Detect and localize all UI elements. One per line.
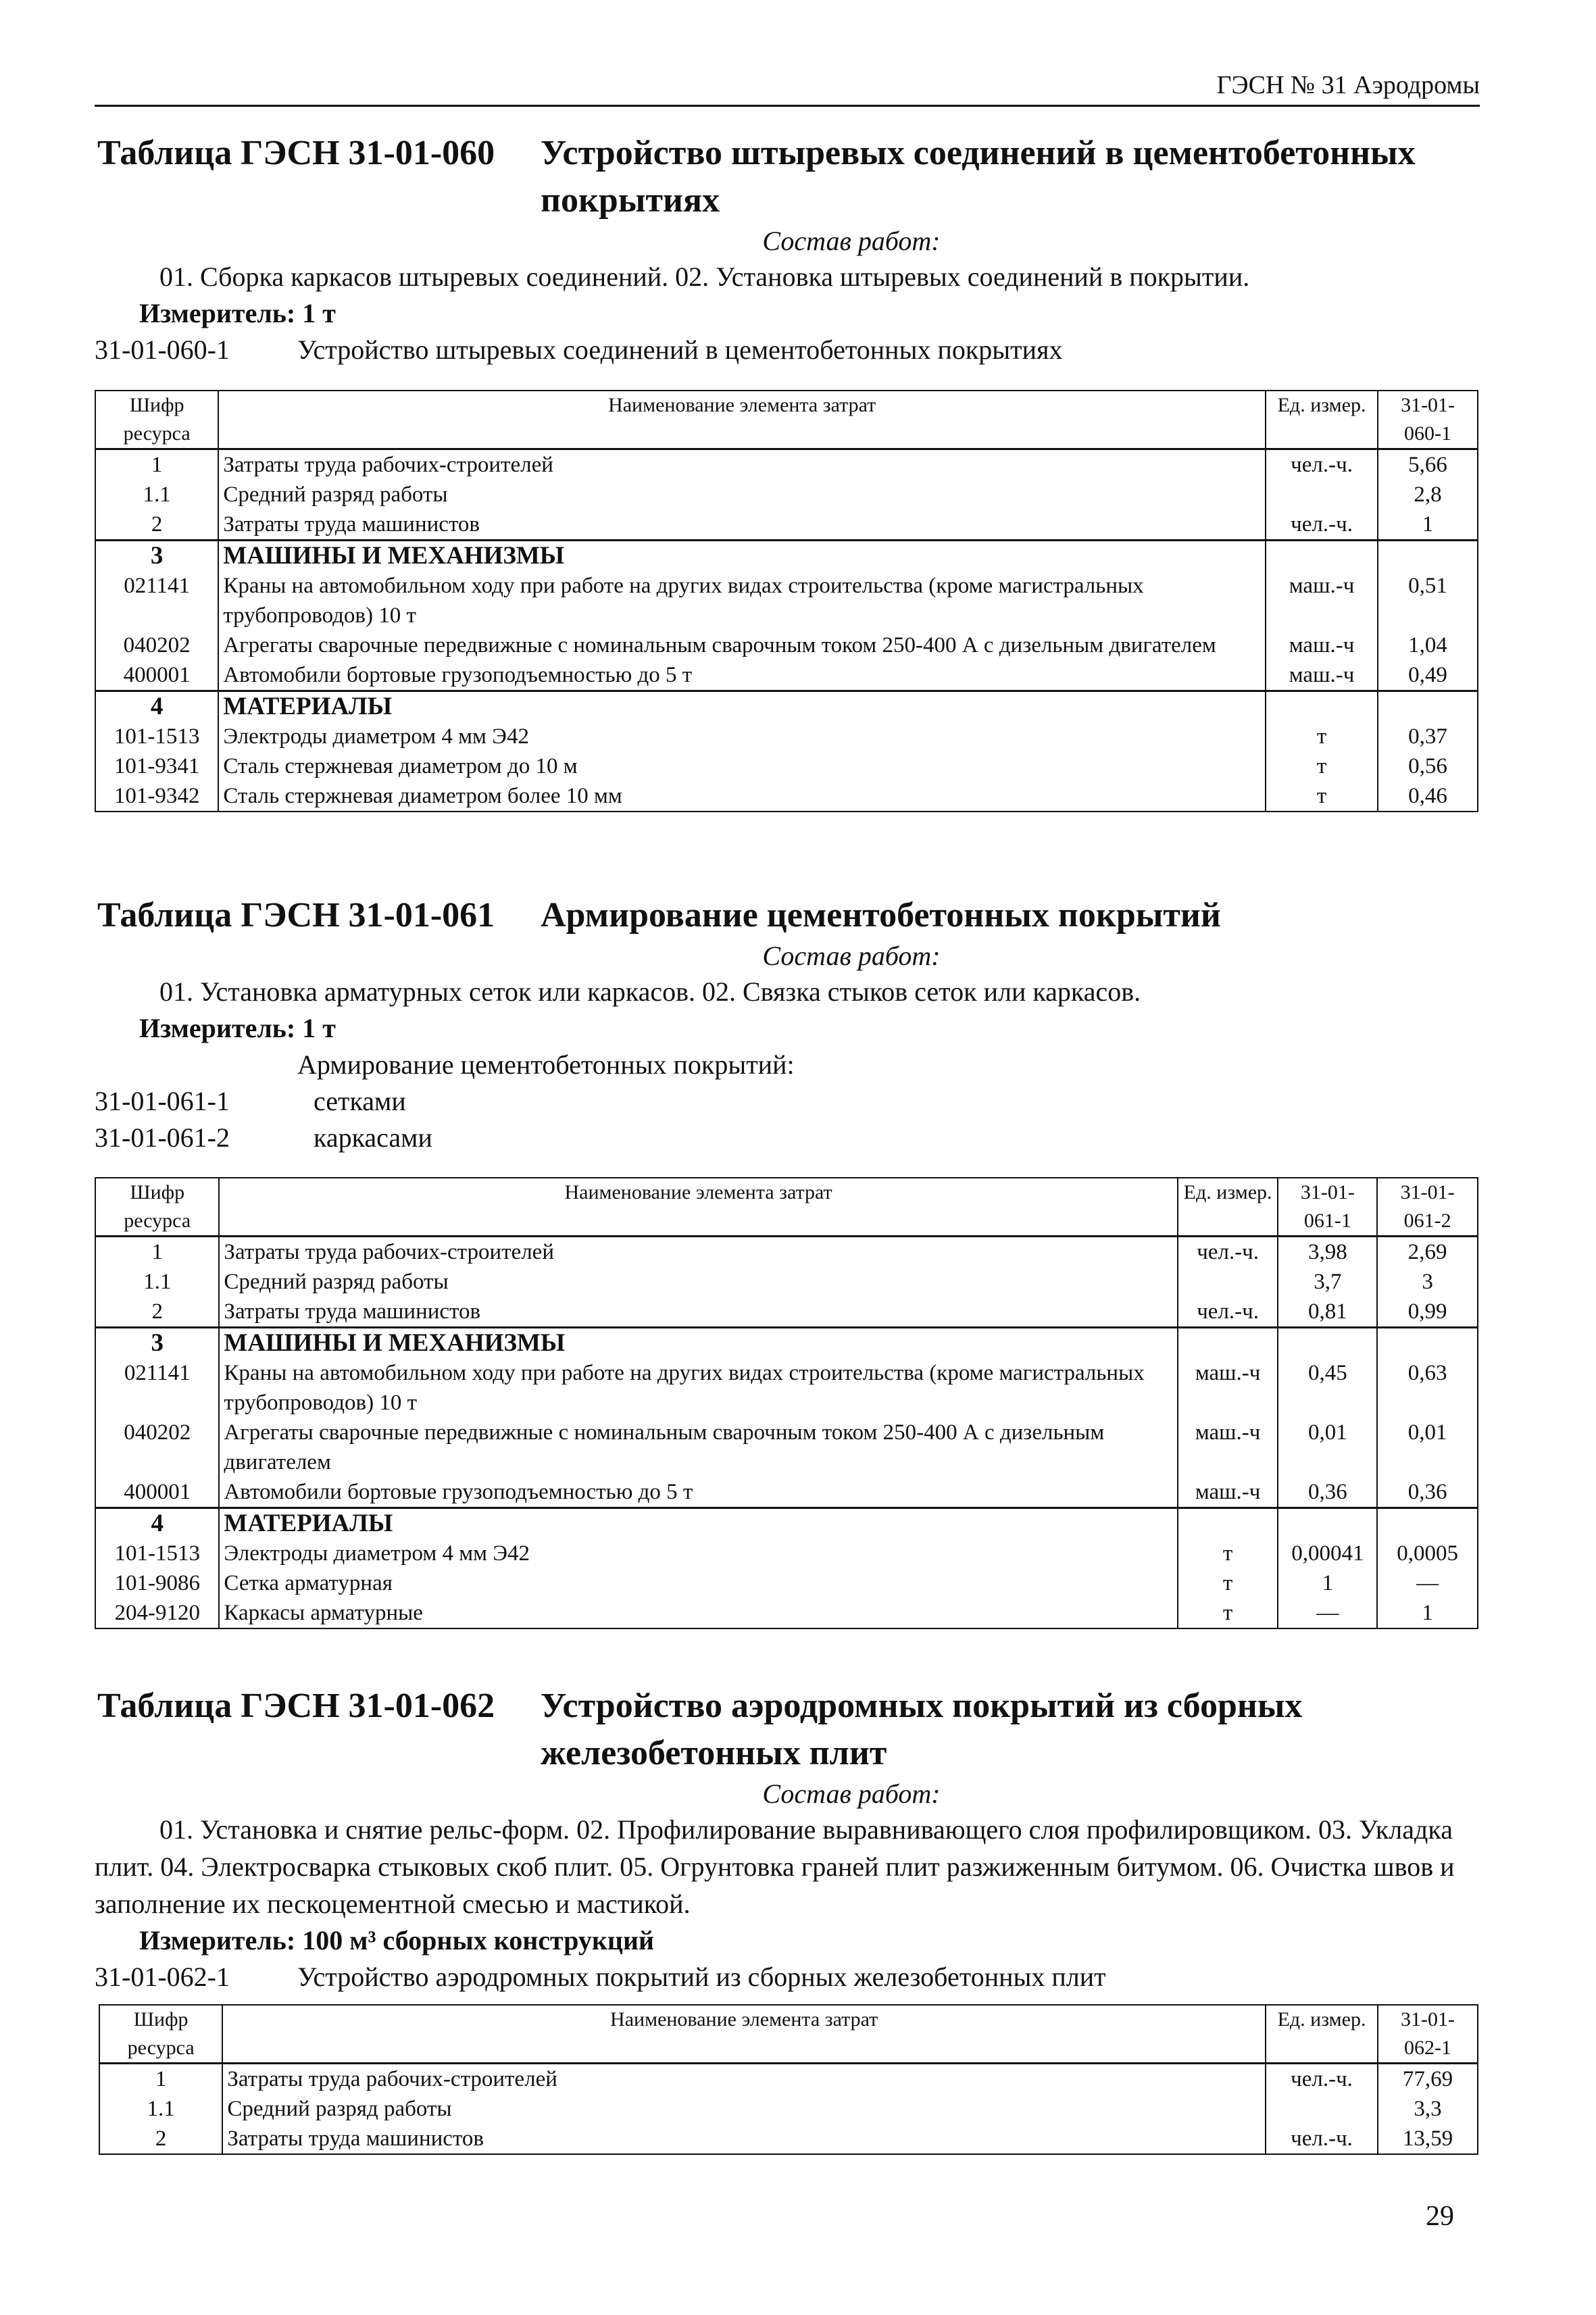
- resource-value: 3,7: [1278, 1267, 1377, 1297]
- resource-name: Сталь стержневая диаметром до 10 м: [218, 751, 1266, 781]
- table-row: [95, 630, 1478, 660]
- resource-name: Затраты труда рабочих-строителей: [222, 2064, 1266, 2095]
- resource-code: 021141: [95, 571, 218, 630]
- resource-code: 101-1513: [95, 722, 218, 751]
- table-label: Таблица ГЭСН 31-01-062: [97, 1687, 495, 1725]
- norm-code-line: [95, 1959, 1480, 1995]
- resource-value: 0,36: [1278, 1477, 1377, 1508]
- resource-value: 0,51: [1378, 571, 1478, 630]
- resource-name: Автомобили бортовые грузоподъемностью до 5 т: [218, 660, 1266, 691]
- resource-value-2: 1: [1377, 1598, 1478, 1628]
- sostav-heading: Состав работ:: [762, 941, 941, 971]
- resource-code: 101-9342: [95, 781, 218, 812]
- table-row: [95, 751, 1478, 781]
- resource-name: Сталь стержневая диаметром более 10 мм: [218, 781, 1266, 812]
- resource-unit: [1266, 480, 1378, 509]
- resource-unit: чел.-ч.: [1266, 449, 1378, 480]
- resource-value: 1: [1278, 1568, 1377, 1598]
- sostav-heading: Состав работ:: [762, 226, 941, 256]
- col-header-unit: Ед. измер.: [1266, 2005, 1378, 2064]
- resource-unit: маш.-ч: [1178, 1358, 1278, 1418]
- resource-name: Средний разряд работы: [219, 1267, 1177, 1297]
- resource-value: —: [1278, 1598, 1377, 1628]
- table-row: [95, 1477, 1478, 1508]
- table-row: [95, 541, 1478, 572]
- table-row: [99, 2094, 1478, 2124]
- resource-unit: маш.-ч: [1266, 660, 1378, 691]
- resource-value: 3,98: [1278, 1237, 1377, 1268]
- resource-code: 101-1513: [95, 1539, 219, 1568]
- resource-code: 1.1: [95, 1267, 219, 1297]
- table-title: Устройство аэродромных покрытий из сборных железобетонных плит: [541, 1687, 1303, 1772]
- sostav-heading: Состав работ:: [762, 1778, 941, 1809]
- resource-unit: [1266, 2094, 1378, 2124]
- resource-unit: [1266, 691, 1378, 722]
- table-row: [95, 1237, 1478, 1268]
- table-row: [95, 449, 1478, 480]
- resource-name: Средний разряд работы: [222, 2094, 1266, 2124]
- resource-unit: т: [1266, 751, 1378, 781]
- resource-code: 2: [95, 1297, 219, 1328]
- col-header-value: 31-01-062-1: [1378, 2005, 1478, 2064]
- resource-unit: т: [1178, 1539, 1278, 1568]
- resource-code: 1.1: [95, 480, 218, 509]
- resource-code: 040202: [95, 1418, 219, 1477]
- table-row: [95, 1568, 1478, 1598]
- resource-table-061: [95, 1177, 1478, 1629]
- page-number: 29: [1426, 2201, 1454, 2232]
- resource-name: Краны на автомобильном ходу при работе на других видах строительства (кроме магистральных трубопроводов) 10 т: [219, 1358, 1177, 1418]
- resource-name: Агрегаты сварочные передвижные с номинальным сварочным током 250-400 А с дизельным двигателем: [219, 1418, 1177, 1477]
- table-label: Таблица ГЭСН 31-01-060: [97, 134, 495, 172]
- resource-name: Автомобили бортовые грузоподъемностью до 5 т: [219, 1477, 1177, 1508]
- resource-value: [1378, 691, 1478, 722]
- norm-description: Устройство штыревых соединений в цементобетонных покрытиях: [297, 334, 1063, 365]
- resource-value-2: [1377, 1328, 1478, 1359]
- resource-unit: т: [1266, 722, 1378, 751]
- resource-unit: чел.-ч.: [1266, 2124, 1378, 2154]
- norm-code: 31-01-061-1: [95, 1086, 230, 1116]
- resource-table-060: [95, 390, 1478, 812]
- table-row: [95, 1267, 1478, 1297]
- resource-name: МАШИНЫ И МЕХАНИЗМЫ: [218, 541, 1266, 572]
- resource-name: Затраты труда рабочих-строителей: [219, 1237, 1177, 1268]
- resource-value-2: 2,69: [1377, 1237, 1478, 1268]
- resource-name: Электроды диаметром 4 мм Э42: [218, 722, 1266, 751]
- norm-code: 31-01-061-2: [95, 1122, 230, 1153]
- resource-name: МАТЕРИАЛЫ: [219, 1508, 1177, 1539]
- col-header-unit: Ед. измер.: [1178, 1178, 1278, 1237]
- resource-value-2: 3: [1377, 1267, 1478, 1297]
- norm-description: сетками: [314, 1086, 406, 1116]
- table-row: [95, 1418, 1478, 1477]
- resource-code: 204-9120: [95, 1598, 219, 1628]
- section-31-01-061: [95, 892, 1480, 1156]
- norm-code: 31-01-062-1: [95, 1962, 230, 1992]
- norm-description: каркасами: [314, 1122, 432, 1153]
- norm-code-line: [95, 332, 1480, 368]
- table-row: [95, 1297, 1478, 1328]
- resource-code: 101-9086: [95, 1568, 219, 1598]
- measure-unit: Измеритель: 1 т: [139, 298, 336, 328]
- resource-value: 2,8: [1378, 480, 1478, 509]
- resource-value: [1278, 1508, 1377, 1539]
- resource-unit: [1266, 541, 1378, 572]
- table-row: [95, 1328, 1478, 1359]
- header-rule: [95, 105, 1480, 107]
- resource-value: 0,45: [1278, 1358, 1377, 1418]
- resource-unit: [1178, 1328, 1278, 1359]
- resource-name: Средний разряд работы: [218, 480, 1266, 509]
- resource-unit: маш.-ч: [1178, 1418, 1278, 1477]
- resource-name: Каркасы арматурные: [219, 1598, 1177, 1628]
- table-row: [95, 722, 1478, 751]
- resource-value: 5,66: [1378, 449, 1478, 480]
- norm-code-line: [95, 1120, 1480, 1156]
- resource-unit: [1178, 1267, 1278, 1297]
- resource-unit: маш.-ч: [1178, 1477, 1278, 1508]
- resource-name: Электроды диаметром 4 мм Э42: [219, 1539, 1177, 1568]
- resource-unit: чел.-ч.: [1266, 509, 1378, 541]
- table-row: [95, 1358, 1478, 1418]
- col-header-value-2: 31-01-061-2: [1377, 1178, 1478, 1237]
- table-row: [95, 1508, 1478, 1539]
- resource-value: [1378, 541, 1478, 572]
- resource-code: 1: [95, 449, 218, 480]
- resource-value: 0,46: [1378, 781, 1478, 812]
- resource-unit: т: [1178, 1568, 1278, 1598]
- resource-code: 040202: [95, 630, 218, 660]
- table-row: [99, 2064, 1478, 2095]
- col-header-shifr: Шифр ресурса: [95, 1178, 219, 1237]
- resource-name: Агрегаты сварочные передвижные с номинальным сварочным током 250-400 А с дизельным двигателем: [218, 630, 1266, 660]
- resource-unit: чел.-ч.: [1178, 1237, 1278, 1268]
- resource-value-2: 0,01: [1377, 1418, 1478, 1477]
- resource-unit: маш.-ч: [1266, 571, 1378, 630]
- table-row: [95, 571, 1478, 630]
- resource-code: 2: [95, 509, 218, 541]
- resource-name: Сетка арматурная: [219, 1568, 1177, 1598]
- resource-name: Краны на автомобильном ходу при работе на других видах строительства (кроме магистральных трубопроводов) 10 т: [218, 571, 1266, 630]
- resource-value-2: 0,99: [1377, 1297, 1478, 1328]
- resource-value: 0,56: [1378, 751, 1478, 781]
- measure-unit: Измеритель: 100 м³ сборных конструкций: [139, 1925, 655, 1956]
- works-list: 01. Установка арматурных сеток или каркасов. 02. Связка стыков сеток или каркасов.: [159, 976, 1141, 1007]
- resource-value: 0,01: [1278, 1418, 1377, 1477]
- resource-value-2: 0,36: [1377, 1477, 1478, 1508]
- works-list: 01. Сборка каркасов штыревых соединений. 02. Установка штыревых соединений в покрытии.: [159, 262, 1250, 292]
- table-row: [95, 660, 1478, 691]
- resource-unit: маш.-ч: [1266, 630, 1378, 660]
- resource-name: МАТЕРИАЛЫ: [218, 691, 1266, 722]
- resource-code: 4: [95, 691, 218, 722]
- resource-value: [1278, 1328, 1377, 1359]
- resource-code: 3: [95, 541, 218, 572]
- col-header-shifr: Шифр ресурса: [99, 2005, 222, 2064]
- norm-description: Устройство аэродромных покрытий из сборных железобетонных плит: [297, 1962, 1106, 1992]
- resource-value: 0,81: [1278, 1297, 1377, 1328]
- resource-value: 1,04: [1378, 630, 1478, 660]
- norm-code-line: [95, 1083, 1480, 1120]
- table-row: [95, 781, 1478, 812]
- col-header-shifr: Шифр ресурса: [95, 391, 218, 449]
- resource-code: 1: [95, 1237, 219, 1268]
- resource-code: 2: [99, 2124, 222, 2154]
- resource-value-2: —: [1377, 1568, 1478, 1598]
- resource-unit: т: [1178, 1598, 1278, 1628]
- resource-table-062: [99, 2004, 1478, 2155]
- resource-value: 0,37: [1378, 722, 1478, 751]
- table-label: Таблица ГЭСН 31-01-061: [97, 896, 495, 935]
- norm-code: 31-01-060-1: [95, 334, 230, 365]
- col-header-value: 31-01-060-1: [1378, 391, 1478, 449]
- section-31-01-062: [95, 1683, 1480, 1995]
- resource-value-2: 0,0005: [1377, 1539, 1478, 1568]
- resource-unit: чел.-ч.: [1266, 2064, 1378, 2095]
- resource-code: 400001: [95, 1477, 219, 1508]
- resource-value: 0,00041: [1278, 1539, 1377, 1568]
- table-row: [95, 691, 1478, 722]
- table-title: Устройство штыревых соединений в цементобетонных покрытиях: [541, 134, 1416, 220]
- resource-code: 1.1: [99, 2094, 222, 2124]
- measure-unit: Измеритель: 1 т: [139, 1013, 336, 1043]
- resource-code: 3: [95, 1328, 219, 1359]
- resource-code: 021141: [95, 1358, 219, 1418]
- table-row: [95, 1539, 1478, 1568]
- col-header-value-1: 31-01-061-1: [1278, 1178, 1377, 1237]
- resource-value: 3,3: [1378, 2094, 1478, 2124]
- resource-value: 77,69: [1378, 2064, 1478, 2095]
- col-header-name: Наименование элемента затрат: [218, 391, 1266, 449]
- resource-value-2: 0,63: [1377, 1358, 1478, 1418]
- section-31-01-060: [95, 130, 1480, 368]
- works-list: 01. Установка и снятие рельс-форм. 02. Профилирование выравнивающего слоя профилировщиком. 03. Укладка плит. 04. Электросварка стыковых скоб плит. 05. Огрунтовка граней плит разжиженным битумом. 06. Очистка швов и заполнение их пескоцементной смесью и мастикой.: [95, 1814, 1455, 1919]
- resource-name: Затраты труда машинистов: [218, 509, 1266, 541]
- resource-code: 101-9341: [95, 751, 218, 781]
- resource-value: 13,59: [1378, 2124, 1478, 2154]
- resource-name: Затраты труда машинистов: [222, 2124, 1266, 2154]
- running-header: ГЭСН № 31 Аэродромы: [1216, 71, 1480, 99]
- resource-unit: [1178, 1508, 1278, 1539]
- resource-name: Затраты труда машинистов: [219, 1297, 1177, 1328]
- col-header-name: Наименование элемента затрат: [222, 2005, 1266, 2064]
- col-header-name: Наименование элемента затрат: [219, 1178, 1177, 1237]
- resource-name: Затраты труда рабочих-строителей: [218, 449, 1266, 480]
- resource-value-2: [1377, 1508, 1478, 1539]
- table-row: [95, 1598, 1478, 1628]
- resource-value: 1: [1378, 509, 1478, 541]
- resource-name: МАШИНЫ И МЕХАНИЗМЫ: [219, 1328, 1177, 1359]
- resource-unit: чел.-ч.: [1178, 1297, 1278, 1328]
- norm-subheading: Армирование цементобетонных покрытий:: [297, 1049, 795, 1080]
- resource-value: 0,49: [1378, 660, 1478, 691]
- resource-code: 1: [99, 2064, 222, 2095]
- table-title: Армирование цементобетонных покрытий: [541, 896, 1221, 935]
- table-row: [95, 509, 1478, 541]
- resource-code: 400001: [95, 660, 218, 691]
- resource-code: 4: [95, 1508, 219, 1539]
- resource-unit: т: [1266, 781, 1378, 812]
- col-header-unit: Ед. измер.: [1266, 391, 1378, 449]
- table-row: [95, 480, 1478, 509]
- table-row: [99, 2124, 1478, 2154]
